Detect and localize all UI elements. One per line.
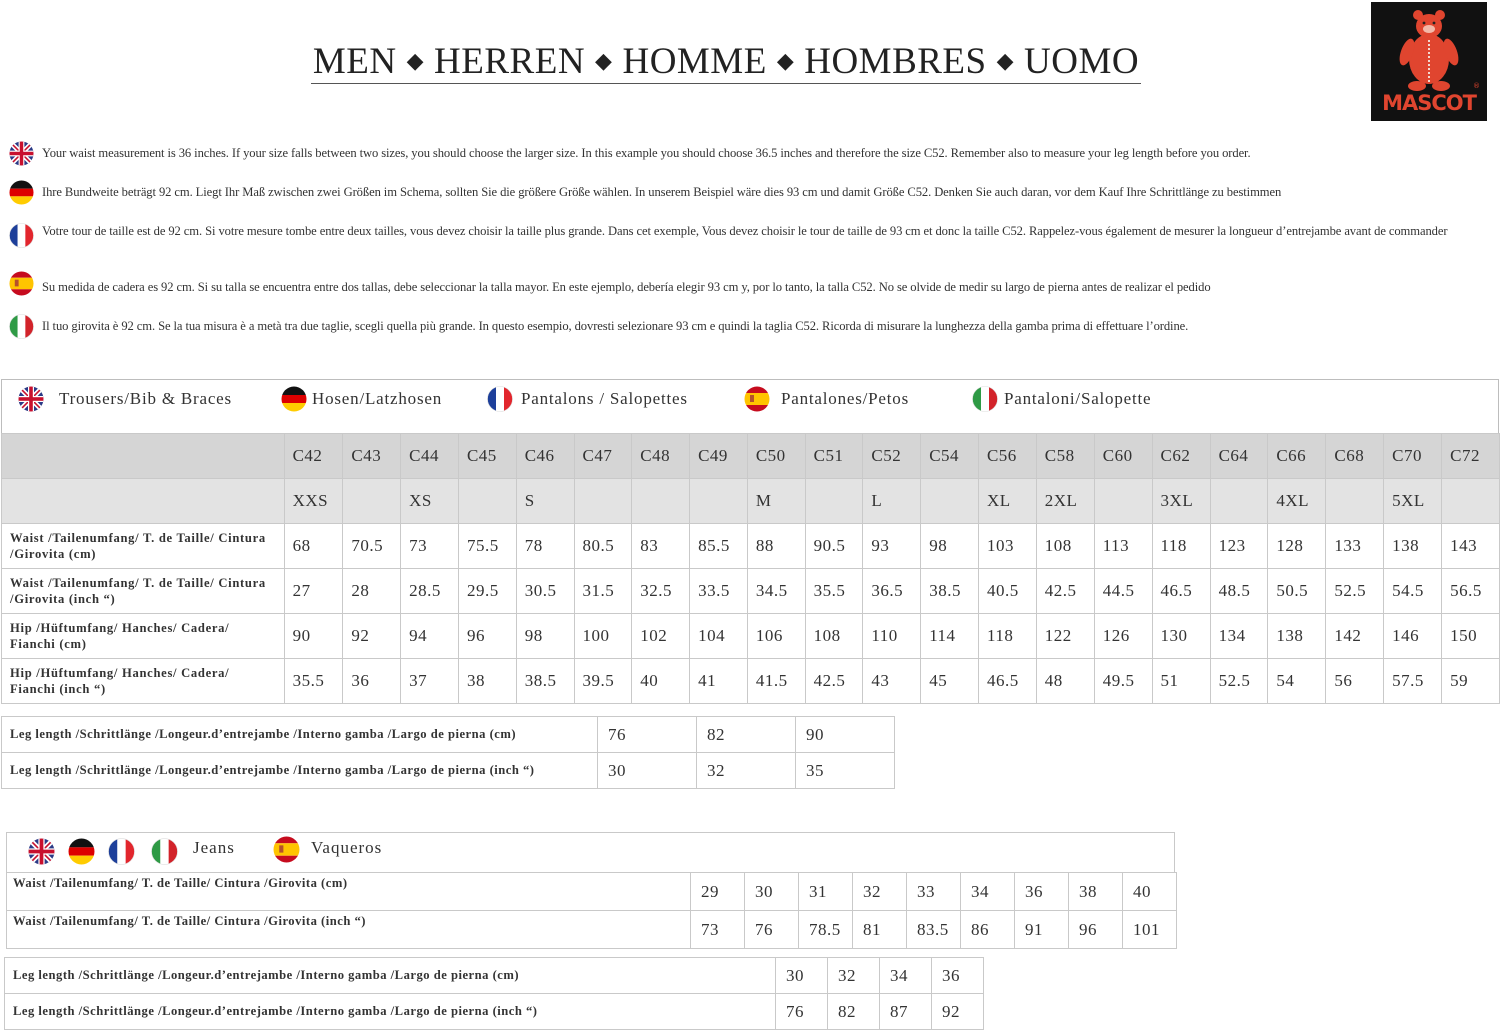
leg-length-row (2, 717, 895, 753)
letter-size-cell (632, 479, 690, 524)
size-code-cell: C64 (1210, 434, 1268, 479)
france-flag-icon (108, 838, 135, 865)
letter-size-cell: 4XL (1268, 479, 1326, 524)
value-cell: 118 (1152, 524, 1210, 569)
germany-flag-icon (9, 180, 34, 205)
row-label: Waist /Tailenumfang/ T. de Taille/ Cintura /Girovita (cm) (2, 524, 285, 569)
jeans-waist-row (7, 911, 1177, 949)
value-cell: 114 (921, 614, 979, 659)
value-cell: 138 (1268, 614, 1326, 659)
vaqueros-label: Vaqueros (311, 838, 383, 857)
letter-size-cell: 5XL (1384, 479, 1442, 524)
value-cell: 133 (1326, 524, 1384, 569)
instruction-text: Il tuo girovita è 92 cm. Se la tua misura è a metà tra due taglie, scegli quella più grande. In questo esempio, dovresti selezionare 93 cm e quindi la taglia C52. Ricorda di misurare la lunghezza della gamba prima di effettuare l’ordine. (42, 319, 1189, 333)
value-cell: 30 (776, 958, 828, 994)
value-cell: 73 (401, 524, 459, 569)
size-code-cell: C52 (863, 434, 921, 479)
row-label: Leg length /Schrittlänge /Longeur.d’entrejambe /Interno gamba /Largo de pierna (cm) (5, 958, 776, 994)
measurement-row (2, 614, 1500, 659)
row-label: Hip /Hüftumfang/ Hanches/ Cadera/ Fianchi (cm) (2, 614, 285, 659)
value-cell: 94 (401, 614, 459, 659)
uk-flag-icon (18, 386, 44, 412)
value-cell: 73 (691, 911, 745, 949)
jeans-header (6, 832, 1175, 873)
value-cell: 41 (690, 659, 748, 704)
value-cell: 33.5 (690, 569, 748, 614)
italy-flag-icon (9, 314, 34, 339)
diamond-separator-icon: ◆ (595, 48, 613, 73)
value-cell: 40.5 (978, 569, 1036, 614)
value-cell: 57.5 (1384, 659, 1442, 704)
letter-size-cell: XS (401, 479, 459, 524)
jeans-label: Jeans (193, 838, 235, 857)
value-cell: 110 (863, 614, 921, 659)
letter-size-cell (1094, 479, 1152, 524)
germany-flag-icon (281, 386, 307, 412)
size-code-cell: C68 (1326, 434, 1384, 479)
value-cell: 91 (1015, 911, 1069, 949)
size-code-cell: C46 (516, 434, 574, 479)
value-cell: 35 (796, 753, 895, 789)
value-cell: 130 (1152, 614, 1210, 659)
italy-flag-icon (151, 838, 178, 865)
value-cell: 56.5 (1442, 569, 1500, 614)
size-code-cell: C58 (1036, 434, 1094, 479)
value-cell: 104 (690, 614, 748, 659)
value-cell: 33 (907, 873, 961, 911)
jeans-size-table (6, 872, 1177, 949)
france-flag-icon (9, 223, 34, 248)
value-cell: 78 (516, 524, 574, 569)
letter-size-cell (343, 479, 401, 524)
value-cell: 29.5 (458, 569, 516, 614)
value-cell: 113 (1094, 524, 1152, 569)
row-label: Hip /Hüftumfang/ Hanches/ Cadera/ Fianchi (inch “) (2, 659, 285, 704)
value-cell: 31 (799, 873, 853, 911)
value-cell: 100 (574, 614, 632, 659)
size-code-cell: C51 (805, 434, 863, 479)
value-cell: 78.5 (799, 911, 853, 949)
value-cell: 68 (284, 524, 343, 569)
value-cell: 106 (747, 614, 805, 659)
letter-size-cell (574, 479, 632, 524)
value-cell: 76 (745, 911, 799, 949)
value-cell: 38 (458, 659, 516, 704)
value-cell: 134 (1210, 614, 1268, 659)
value-cell: 82 (828, 994, 880, 1030)
spain-flag-icon (9, 271, 34, 296)
value-cell: 38.5 (516, 659, 574, 704)
spain-flag-icon (744, 386, 770, 412)
value-cell: 98 (921, 524, 979, 569)
value-cell: 48 (1036, 659, 1094, 704)
letter-size-cell: L (863, 479, 921, 524)
mascot-logo (1371, 2, 1487, 121)
row-label: Waist /Tailenumfang/ T. de Taille/ Cintura /Girovita (inch “) (2, 569, 285, 614)
header-label: Pantalones/Petos (781, 389, 910, 408)
value-cell: 50.5 (1268, 569, 1326, 614)
value-cell: 56 (1326, 659, 1384, 704)
value-cell: 31.5 (574, 569, 632, 614)
letter-size-row (2, 479, 1500, 524)
value-cell: 118 (978, 614, 1036, 659)
value-cell: 32 (697, 753, 796, 789)
spain-flag-icon (273, 836, 300, 863)
value-cell: 90.5 (805, 524, 863, 569)
value-cell: 122 (1036, 614, 1094, 659)
value-cell: 75.5 (458, 524, 516, 569)
jeans-waist-row (7, 873, 1177, 911)
value-cell: 51 (1152, 659, 1210, 704)
value-cell: 70.5 (343, 524, 401, 569)
letter-size-cell (1442, 479, 1500, 524)
value-cell: 90 (284, 614, 343, 659)
value-cell: 35.5 (805, 569, 863, 614)
value-cell: 98 (516, 614, 574, 659)
header-label: Pantalons / Salopettes (521, 389, 688, 408)
value-cell: 42.5 (805, 659, 863, 704)
value-cell: 29 (691, 873, 745, 911)
value-cell: 30 (598, 753, 697, 789)
size-code-cell: C43 (343, 434, 401, 479)
measurement-row (2, 524, 1500, 569)
diamond-separator-icon: ◆ (776, 48, 795, 73)
row-label: Leg length /Schrittlänge /Longeur.d’entrejambe /Interno gamba /Largo de pierna (inch “) (2, 753, 598, 789)
title-hombres: HOMBRES (804, 41, 987, 82)
size-code-cell: C60 (1094, 434, 1152, 479)
leg-length-row (2, 753, 895, 789)
value-cell: 83.5 (907, 911, 961, 949)
germany-flag-icon (68, 838, 95, 865)
row-label: Leg length /Schrittlänge /Longeur.d’entrejambe /Interno gamba /Largo de pierna (inch “) (5, 994, 776, 1030)
header-item-en (18, 386, 232, 412)
value-cell: 28 (343, 569, 401, 614)
letter-size-cell (921, 479, 979, 524)
value-cell: 40 (1123, 873, 1177, 911)
header-item-fr (487, 386, 688, 412)
value-cell: 32.5 (632, 569, 690, 614)
size-code-cell: C48 (632, 434, 690, 479)
measurement-row (2, 659, 1500, 704)
value-cell: 92 (343, 614, 401, 659)
letter-size-cell: S (516, 479, 574, 524)
value-cell: 36 (343, 659, 401, 704)
title-homme: HOMME (622, 41, 767, 82)
size-code-cell: C56 (978, 434, 1036, 479)
value-cell: 101 (1123, 911, 1177, 949)
diamond-separator-icon: ◆ (996, 48, 1015, 73)
value-cell: 28.5 (401, 569, 459, 614)
size-code-cell: C50 (747, 434, 805, 479)
value-cell: 108 (805, 614, 863, 659)
value-cell: 52.5 (1326, 569, 1384, 614)
value-cell: 35.5 (284, 659, 343, 704)
logo-text: MASCOT (1382, 91, 1476, 115)
value-cell: 102 (632, 614, 690, 659)
header-item-de (281, 386, 442, 412)
letter-size-cell (1210, 479, 1268, 524)
header-label: Pantaloni/Salopette (1004, 389, 1152, 408)
trousers-leg-table (1, 716, 895, 789)
title-men: MEN (312, 41, 397, 82)
value-cell: 36.5 (863, 569, 921, 614)
measurement-row (2, 569, 1500, 614)
value-cell: 38.5 (921, 569, 979, 614)
letter-size-cell (690, 479, 748, 524)
value-cell: 40 (632, 659, 690, 704)
registered-mark: ® (1473, 82, 1480, 90)
mascot-bear-icon (1371, 2, 1487, 121)
letter-size-cell (1326, 479, 1384, 524)
size-code-cell: C44 (401, 434, 459, 479)
size-code-cell: C47 (574, 434, 632, 479)
header-label: Trousers/Bib & Braces (59, 389, 232, 408)
value-cell: 46.5 (1152, 569, 1210, 614)
letter-size-cell (805, 479, 863, 524)
italy-flag-icon (972, 386, 998, 412)
value-cell: 142 (1326, 614, 1384, 659)
value-cell: 32 (853, 873, 907, 911)
value-cell: 45 (921, 659, 979, 704)
value-cell: 96 (458, 614, 516, 659)
size-code-cell: C54 (921, 434, 979, 479)
value-cell: 81 (853, 911, 907, 949)
value-cell: 143 (1442, 524, 1500, 569)
header-item-it (972, 386, 1151, 412)
row-label-empty (2, 434, 285, 479)
size-code-row (2, 434, 1500, 479)
row-label: Waist /Tailenumfang/ T. de Taille/ Cintura /Girovita (inch “) (7, 911, 691, 949)
instruction-text: Votre tour de taille est de 92 cm. Si votre mesure tombe entre deux tailles, vous devez choisir la taille plus grande. Dans cet exemple, Vous devez choisir le tour de taille de 93 cm et donc la taille C52. Rappelez-vous également de mesurer la longueur d’entrejambe avant de commander (42, 224, 1448, 238)
value-cell: 76 (776, 994, 828, 1030)
diamond-separator-icon: ◆ (406, 48, 425, 73)
value-cell: 87 (880, 994, 932, 1030)
value-cell: 128 (1268, 524, 1326, 569)
size-code-cell: C66 (1268, 434, 1326, 479)
value-cell: 59 (1442, 659, 1500, 704)
jeans-leg-row (5, 994, 984, 1030)
value-cell: 34 (961, 873, 1015, 911)
size-code-cell: C70 (1384, 434, 1442, 479)
value-cell: 36 (1015, 873, 1069, 911)
trousers-size-table (1, 433, 1500, 704)
size-code-cell: C45 (458, 434, 516, 479)
value-cell: 36 (932, 958, 984, 994)
letter-size-cell (458, 479, 516, 524)
letter-size-cell: XL (978, 479, 1036, 524)
title-uomo: UOMO (1024, 41, 1140, 82)
value-cell: 96 (1069, 911, 1123, 949)
value-cell: 85.5 (690, 524, 748, 569)
value-cell: 54 (1268, 659, 1326, 704)
row-label: Waist /Tailenumfang/ T. de Taille/ Cintura /Girovita (cm) (7, 873, 691, 911)
jeans-leg-row (5, 958, 984, 994)
value-cell: 34.5 (747, 569, 805, 614)
title-herren: HERREN (434, 41, 586, 82)
value-cell: 32 (828, 958, 880, 994)
letter-size-cell: M (747, 479, 805, 524)
france-flag-icon (487, 386, 513, 412)
size-code-cell: C49 (690, 434, 748, 479)
size-code-cell: C42 (284, 434, 343, 479)
value-cell: 30.5 (516, 569, 574, 614)
value-cell: 150 (1442, 614, 1500, 659)
header-item-es (744, 386, 909, 412)
value-cell: 86 (961, 911, 1015, 949)
value-cell: 30 (745, 873, 799, 911)
uk-flag-icon (9, 141, 34, 166)
value-cell: 46.5 (978, 659, 1036, 704)
value-cell: 49.5 (1094, 659, 1152, 704)
instruction-text: Your waist measurement is 36 inches. If your size falls between two sizes, you should choose the larger size. In this example you should choose 36.5 inches and therefore the size C52. Remember also to measure your leg length before you order. (42, 146, 1251, 160)
value-cell: 83 (632, 524, 690, 569)
uk-flag-icon (28, 838, 55, 865)
value-cell: 80.5 (574, 524, 632, 569)
value-cell: 38 (1069, 873, 1123, 911)
value-cell: 37 (401, 659, 459, 704)
value-cell: 146 (1384, 614, 1442, 659)
instruction-text: Su medida de cadera es 92 cm. Si su talla se encuentra entre dos tallas, debe seleccionar la talla mayor. En este ejemplo, debería elegir 93 cm y, por lo tanto, la talla C52. No se olvide de medir su largo de pierna antes de realizar el pedido (42, 280, 1211, 294)
value-cell: 44.5 (1094, 569, 1152, 614)
value-cell: 42.5 (1036, 569, 1094, 614)
instruction-text: Ihre Bundweite beträgt 92 cm. Liegt Ihr Maß zwischen zwei Größen im Schema, sollten Sie die größere Größe wählen. In unserem Beispiel wäre dies 93 cm und damit Größe C52. Denken Sie auch daran, vor dem Kauf Ihre Schrittlänge zu bestimmen (42, 185, 1282, 199)
value-cell: 48.5 (1210, 569, 1268, 614)
header-label: Hosen/Latzhosen (312, 389, 443, 408)
value-cell: 108 (1036, 524, 1094, 569)
value-cell: 52.5 (1210, 659, 1268, 704)
size-code-cell: C72 (1442, 434, 1500, 479)
value-cell: 103 (978, 524, 1036, 569)
value-cell: 82 (697, 717, 796, 753)
jeans-leg-table (4, 957, 984, 1030)
size-code-cell: C62 (1152, 434, 1210, 479)
value-cell: 41.5 (747, 659, 805, 704)
value-cell: 126 (1094, 614, 1152, 659)
page-title (0, 40, 1452, 83)
value-cell: 90 (796, 717, 895, 753)
row-label-empty (2, 479, 285, 524)
value-cell: 138 (1384, 524, 1442, 569)
value-cell: 93 (863, 524, 921, 569)
value-cell: 34 (880, 958, 932, 994)
value-cell: 54.5 (1384, 569, 1442, 614)
row-label: Leg length /Schrittlänge /Longeur.d’entrejambe /Interno gamba /Largo de pierna (cm) (2, 717, 598, 753)
value-cell: 39.5 (574, 659, 632, 704)
trousers-header (1, 379, 1499, 435)
value-cell: 43 (863, 659, 921, 704)
letter-size-cell: 2XL (1036, 479, 1094, 524)
value-cell: 76 (598, 717, 697, 753)
value-cell: 27 (284, 569, 343, 614)
letter-size-cell: XXS (284, 479, 343, 524)
value-cell: 123 (1210, 524, 1268, 569)
letter-size-cell: 3XL (1152, 479, 1210, 524)
value-cell: 92 (932, 994, 984, 1030)
value-cell: 88 (747, 524, 805, 569)
